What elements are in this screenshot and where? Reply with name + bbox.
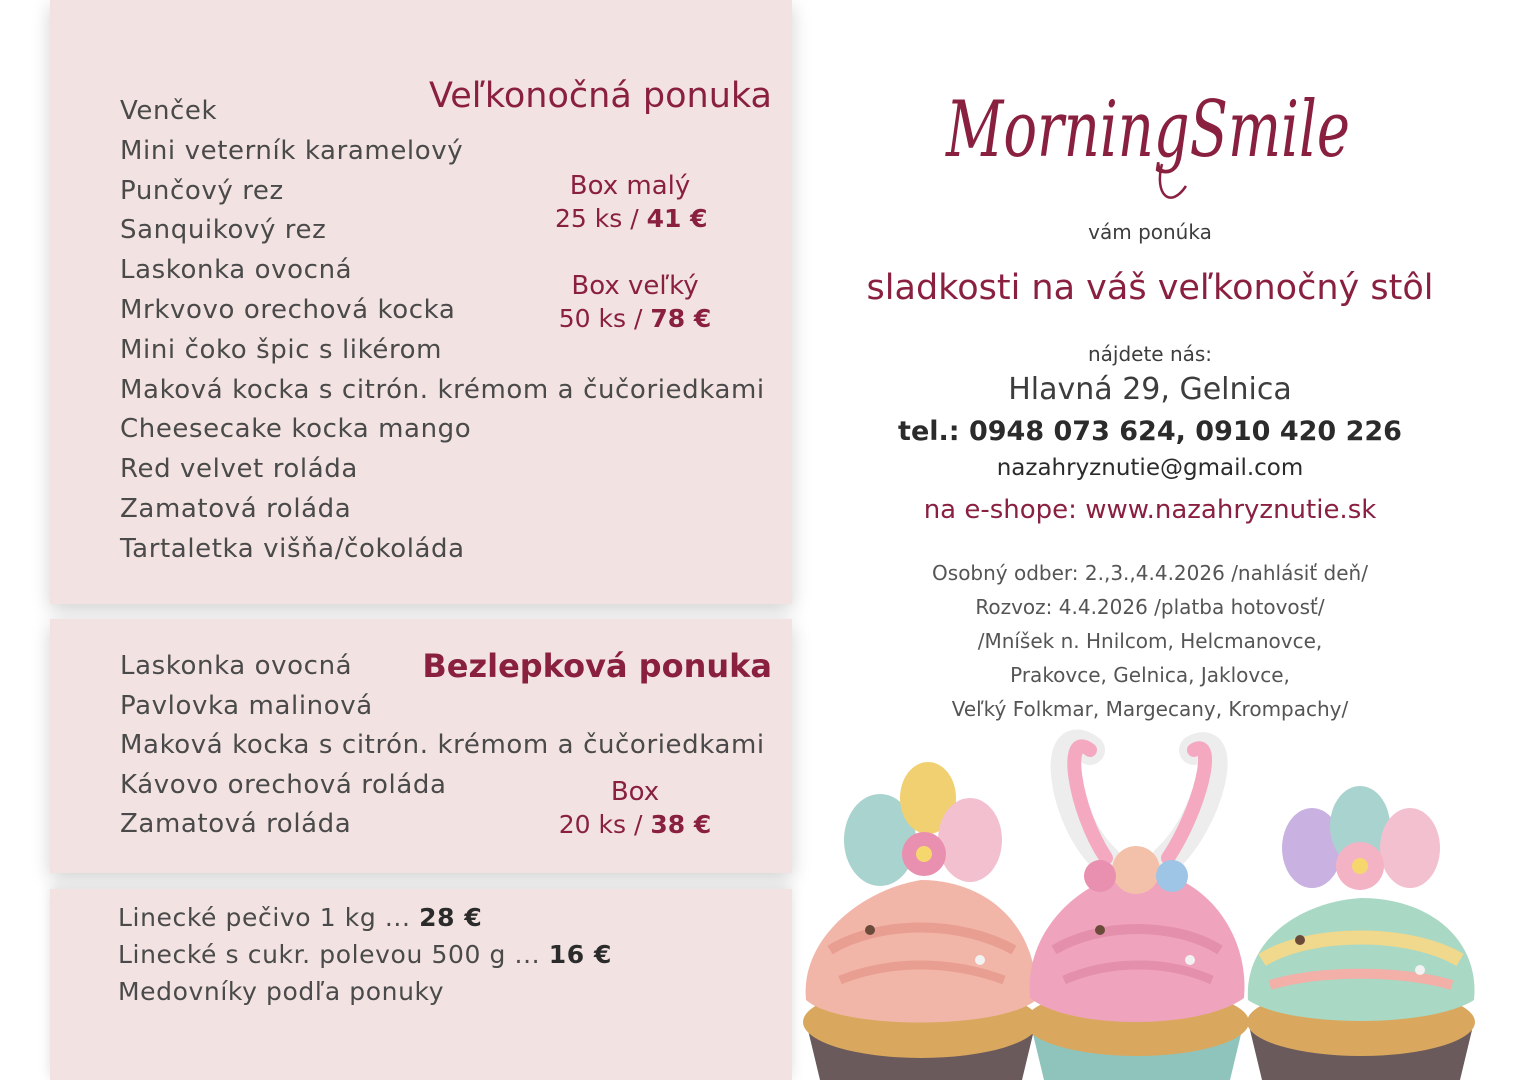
delivery-line: Prakovce, Gelnica, Jaklovce, xyxy=(1010,663,1290,687)
list-item: Venček xyxy=(120,96,218,126)
cookies-panel xyxy=(50,889,792,1080)
cupcake-middle-image xyxy=(1025,744,1249,1080)
cookie-label: Medovníky podľa ponuky xyxy=(118,977,445,1006)
cupcake-left-image xyxy=(803,762,1039,1080)
box-large-offer xyxy=(555,270,715,336)
address: Hlavná 29, Gelnica xyxy=(1008,372,1292,407)
gluten-free-offer-panel xyxy=(50,619,792,873)
list-item: Cheesecake kocka mango xyxy=(120,414,472,445)
offers-text: vám ponúka xyxy=(1088,220,1212,244)
gluten-free-offer-title: Bezlepková ponuka xyxy=(422,647,772,685)
box-small-offer xyxy=(555,170,708,236)
tagline: sladkosti na váš veľkonočný stôl xyxy=(866,268,1434,308)
list-item: Laskonka ovocná xyxy=(120,651,353,681)
delivery-info xyxy=(820,556,1480,726)
box-small-price: 41 € xyxy=(646,204,708,233)
list-item: Sanquikový rez xyxy=(120,215,327,246)
cookie-price: 16 € xyxy=(548,940,613,969)
box-large-price: 78 € xyxy=(650,304,712,333)
box-large-name: Box veľký xyxy=(571,271,699,301)
logo-text: MorningSmile xyxy=(944,85,1350,175)
list-item: Punčový rez xyxy=(120,175,284,206)
box-gluten-free-price: 38 € xyxy=(650,810,712,839)
delivery-line: Veľký Folkmar, Margecany, Krompachy/ xyxy=(951,697,1349,721)
list-item: Maková kocka s citrón. krémom a čučoriedkami xyxy=(120,374,765,405)
list-item xyxy=(118,899,612,936)
cupcake-right-image xyxy=(1247,786,1475,1080)
morning-smile-logo xyxy=(940,64,1360,214)
find-us-label: nájdete nás: xyxy=(1087,342,1213,366)
easter-cupcakes-illustration xyxy=(800,730,1516,1080)
list-item: Tartaletka višňa/čokoláda xyxy=(120,533,465,564)
list-item xyxy=(118,936,612,973)
list-item: Maková kocka s citrón. krémom a čučoriedkami xyxy=(120,730,765,761)
list-item: Mini veterník karamelový xyxy=(120,135,464,166)
eshop-link[interactable]: na e-shope: www.nazahryznutie.sk xyxy=(923,495,1377,525)
cookies-list xyxy=(118,899,612,1010)
cookie-price: 28 € xyxy=(419,903,483,932)
list-item: Red velvet roláda xyxy=(120,454,358,485)
cookie-label: Linecké s cukr. polevou 500 g ... xyxy=(118,940,549,969)
delivery-line: /Mníšek n. Hnilcom, Helcmanovce, xyxy=(977,629,1323,653)
easter-offer-title: Veľkonočná ponuka xyxy=(428,76,772,116)
list-item: Mrkvovo orechová kocka xyxy=(120,294,456,325)
delivery-line: Rozvoz: 4.4.2026 /platba hotovosť/ xyxy=(975,595,1325,619)
box-gluten-free-qty: 20 ks / xyxy=(558,810,643,839)
list-item: Zamatová roláda xyxy=(120,809,352,840)
email-address: nazahryznutie@gmail.com xyxy=(996,455,1304,481)
box-gluten-free-offer xyxy=(555,776,715,842)
phone-numbers: tel.: 0948 073 624, 0910 420 226 xyxy=(898,416,1402,447)
list-item: Pavlovka malinová xyxy=(120,690,373,721)
box-large-qty: 50 ks / xyxy=(558,304,643,333)
list-item: Mini čoko špic s likérom xyxy=(120,334,443,365)
list-item: Kávovo orechová roláda xyxy=(120,769,447,800)
cookie-label: Linecké pečivo 1 kg ... xyxy=(118,903,420,932)
delivery-line: Osobný odber: 2.,3.,4.4.2026 /nahlásiť deň/ xyxy=(932,561,1368,585)
box-gluten-free-name: Box xyxy=(610,777,660,807)
box-small-name: Box malý xyxy=(569,171,691,201)
box-small-qty: 25 ks / xyxy=(555,204,639,233)
list-item: Laskonka ovocná xyxy=(120,255,353,286)
list-item xyxy=(118,973,612,1010)
box-small-price-line xyxy=(555,202,708,236)
list-item: Zamatová roláda xyxy=(120,493,352,524)
box-gluten-free-price-line xyxy=(555,808,715,842)
box-large-price-line xyxy=(555,302,715,336)
easter-offer-panel xyxy=(50,0,792,604)
